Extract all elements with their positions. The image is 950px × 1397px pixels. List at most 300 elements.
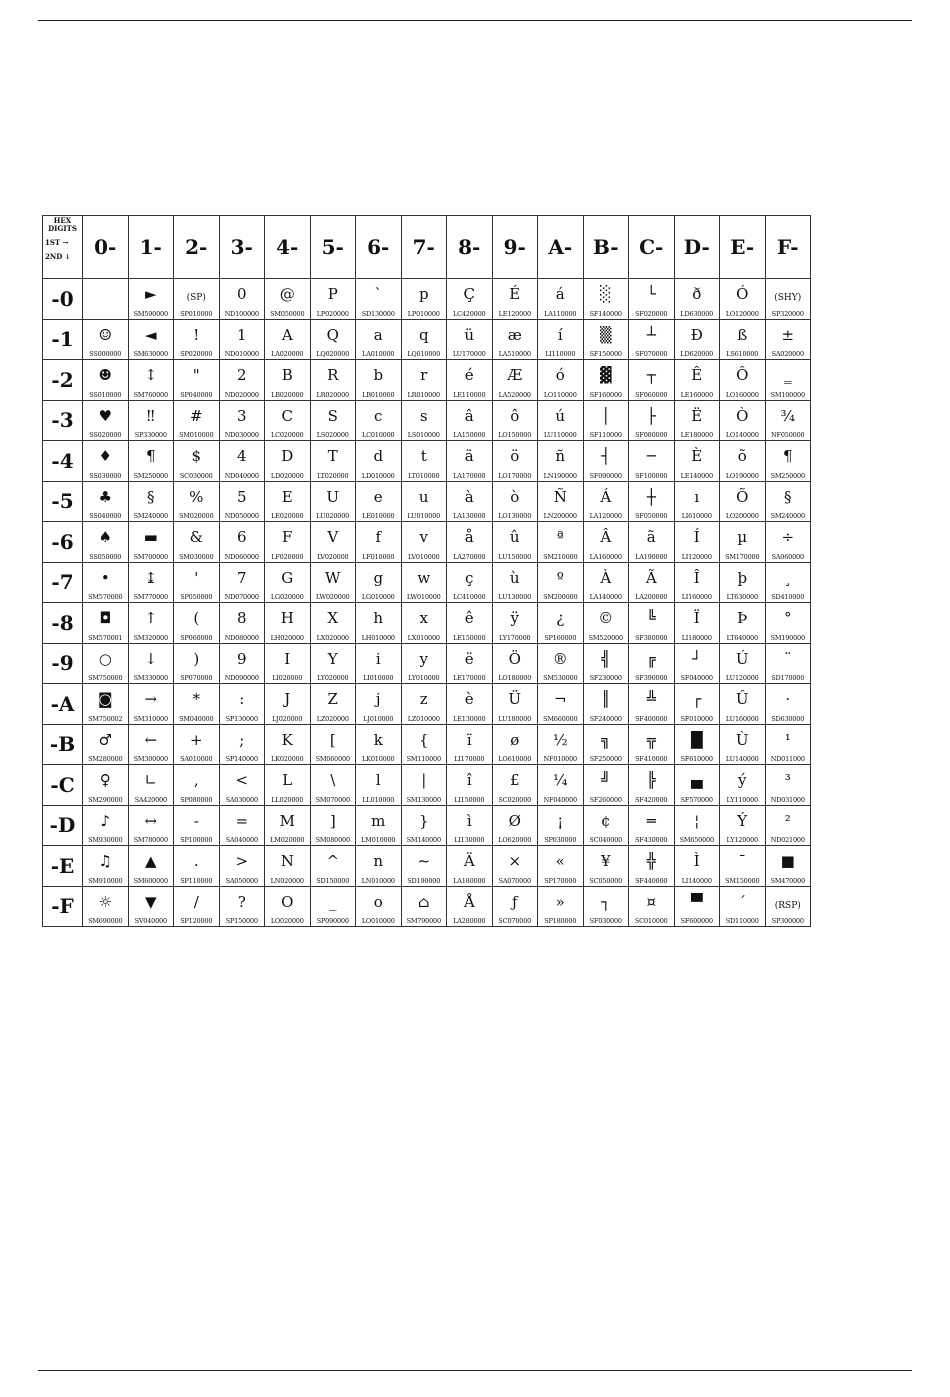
cell-glyph-id: LG010000 [361, 593, 395, 601]
code-cell [128, 805, 174, 846]
cell-glyph: o [373, 892, 383, 911]
cell-glyph-id: LA110000 [544, 309, 577, 318]
column-header: 0- [83, 216, 129, 279]
cell-glyph: ë [464, 649, 474, 668]
cell-glyph-id: ND021000 [770, 836, 805, 844]
cell-glyph: Æ [507, 366, 523, 384]
cell-glyph: ì [466, 811, 472, 830]
cell-glyph-id: SS050000 [89, 552, 122, 561]
column-header-row [43, 216, 811, 279]
code-cell [128, 319, 174, 360]
code-cell [720, 360, 766, 401]
table-row [43, 603, 811, 644]
code-cell [447, 441, 493, 482]
cell-glyph: ! [193, 325, 200, 344]
cell-glyph: " [192, 366, 200, 384]
code-cell [265, 643, 311, 684]
code-cell [674, 562, 720, 603]
code-cell [265, 765, 311, 806]
code-cell [629, 603, 675, 644]
cell-glyph-id: LO020000 [270, 917, 304, 925]
cell-glyph: À [600, 568, 612, 587]
code-cell [720, 886, 766, 927]
cell-glyph: ┼ [646, 487, 656, 506]
cell-glyph: ä [464, 447, 474, 465]
row-header: -2 [43, 360, 83, 401]
cell-glyph: æ [507, 325, 522, 344]
cell-glyph: ╠ [646, 771, 656, 789]
column-header: 2- [174, 216, 220, 279]
row-header: -1 [43, 319, 83, 360]
cell-glyph: ↑ [144, 609, 158, 627]
code-cell [401, 319, 447, 360]
cell-glyph-id: SF420000 [635, 795, 668, 804]
cell-glyph-id: SM570000 [88, 593, 123, 601]
cell-glyph-id: LL010000 [362, 795, 395, 804]
cell-glyph: Ã [645, 568, 657, 587]
code-cell [219, 805, 265, 846]
code-cell [356, 765, 402, 806]
cell-glyph-id: SA420000 [134, 795, 167, 804]
cell-glyph-id: LS610000 [726, 350, 759, 358]
cell-glyph-id: SM570001 [88, 633, 123, 642]
code-cell [538, 846, 584, 887]
cell-glyph-id: SF060000 [635, 390, 668, 399]
code-cell [310, 603, 356, 644]
cell-glyph: Ö [508, 649, 521, 668]
code-cell [128, 400, 174, 441]
cell-glyph: ▲ [144, 852, 157, 870]
cell-glyph: S [327, 406, 338, 425]
cell-glyph-id: SM100000 [770, 390, 805, 399]
cell-glyph: Î [693, 568, 700, 587]
cell-glyph-id: SP320000 [771, 309, 804, 318]
cell-glyph-id: SP130000 [225, 714, 258, 723]
cell-glyph: 5 [236, 487, 247, 506]
cell-glyph: : [239, 690, 245, 708]
row-header: -7 [43, 562, 83, 603]
code-cell [401, 886, 447, 927]
code-cell [447, 846, 493, 887]
cell-glyph-id: SC040000 [589, 836, 623, 844]
cell-glyph: Ç [463, 285, 475, 303]
row-header: -8 [43, 603, 83, 644]
cell-glyph: X [327, 609, 339, 627]
cell-glyph-id: LO140000 [725, 431, 759, 439]
code-cell [219, 643, 265, 684]
cell-glyph: ` [374, 285, 382, 303]
code-cell [219, 400, 265, 441]
column-header: C- [629, 216, 675, 279]
code-cell [492, 724, 538, 765]
cell-glyph-id: LA170000 [453, 471, 486, 480]
cell-glyph: ◙ [97, 690, 113, 708]
code-cell [401, 360, 447, 401]
cell-glyph: ╦ [646, 730, 656, 749]
cell-glyph: Å [463, 892, 475, 911]
cell-glyph: \ [330, 771, 336, 789]
code-cell [538, 319, 584, 360]
cell-glyph: £ [509, 771, 520, 789]
cell-glyph: C [281, 406, 293, 425]
code-cell [720, 805, 766, 846]
cell-glyph-id: ND050000 [224, 512, 259, 520]
cell-glyph: û [509, 528, 520, 546]
code-cell [538, 684, 584, 725]
cell-glyph-id: LO610000 [498, 755, 532, 763]
code-cell [583, 522, 629, 563]
cell-glyph: ─ [646, 447, 656, 465]
cell-glyph: Ì [693, 852, 700, 870]
cell-glyph-id: SF110000 [589, 431, 622, 439]
column-header: B- [583, 216, 629, 279]
code-cell [674, 400, 720, 441]
cell-glyph-id: SP110000 [180, 876, 213, 885]
cell-glyph: µ [737, 528, 748, 546]
cell-glyph: 6 [236, 528, 247, 546]
cell-glyph-id: LP020000 [316, 309, 349, 318]
cell-glyph-id: SM520000 [588, 633, 623, 642]
code-cell [674, 481, 720, 522]
row-header: -E [43, 846, 83, 887]
code-cell [538, 765, 584, 806]
cell-glyph-id: ND060000 [224, 552, 259, 561]
code-cell [629, 279, 675, 320]
cell-glyph: W [325, 568, 341, 587]
code-cell [538, 279, 584, 320]
code-cell [538, 441, 584, 482]
code-cell [174, 805, 220, 846]
code-cell [720, 846, 766, 887]
cell-glyph: G [281, 568, 294, 587]
code-cell [310, 765, 356, 806]
cell-glyph: ╗ [601, 730, 611, 749]
cell-glyph-id: SF090000 [589, 471, 622, 480]
cell-glyph: ♪ [100, 811, 111, 830]
cell-glyph-id: LI130000 [454, 836, 485, 844]
cell-glyph-id: LN190000 [543, 471, 577, 480]
cell-glyph: ↕ [144, 366, 158, 384]
code-cell [83, 360, 129, 401]
hex-digits-label: HEX DIGITS [48, 216, 77, 233]
code-cell [128, 846, 174, 887]
code-cell [492, 805, 538, 846]
code-cell [629, 522, 675, 563]
cell-glyph-id: LK020000 [271, 755, 304, 763]
cell-glyph: w [417, 568, 431, 587]
code-cell [765, 522, 811, 563]
code-cell [128, 360, 174, 401]
code-cell [174, 603, 220, 644]
cell-glyph: & [189, 528, 203, 546]
code-cell [128, 522, 174, 563]
cell-glyph: + [189, 730, 203, 749]
cell-glyph: Þ [737, 609, 748, 627]
cell-glyph: ù [509, 568, 520, 587]
cell-glyph-id: LU180000 [498, 714, 532, 723]
cell-glyph-id: ND020000 [224, 390, 259, 399]
cell-glyph-id: SP140000 [225, 755, 258, 763]
code-cell [310, 481, 356, 522]
cell-glyph-id: SC050000 [589, 876, 623, 885]
cell-glyph-id: LA180000 [453, 876, 486, 885]
code-cell [219, 562, 265, 603]
cell-glyph: ÷ [781, 528, 795, 546]
code-cell [265, 400, 311, 441]
code-cell [83, 441, 129, 482]
code-cell [447, 684, 493, 725]
cell-glyph: ¢ [600, 811, 611, 830]
cell-glyph-id: SF390000 [635, 674, 668, 682]
cell-glyph: ╔ [646, 649, 656, 668]
cell-glyph: ß [737, 325, 748, 344]
table-row [43, 724, 811, 765]
cell-glyph-id: LA150000 [453, 431, 486, 439]
cell-glyph: ♦ [98, 447, 112, 465]
code-cell [629, 400, 675, 441]
cell-glyph: ▄ [690, 771, 703, 789]
cell-glyph-id: SM280000 [88, 755, 123, 763]
cell-glyph: ♀ [99, 771, 111, 789]
code-page-body [43, 279, 811, 927]
code-cell [219, 765, 265, 806]
table-row [43, 562, 811, 603]
cell-glyph: • [100, 568, 110, 587]
code-cell [128, 481, 174, 522]
cell-glyph-id: SM750000 [88, 674, 123, 682]
cell-glyph: B [281, 366, 293, 384]
cell-glyph-id: SD150000 [316, 876, 350, 885]
cell-glyph: l [375, 771, 381, 789]
cell-glyph-id: SF070000 [635, 350, 668, 358]
cell-glyph: ■ [780, 852, 795, 870]
cell-glyph-id: SA050000 [225, 876, 258, 885]
column-header: 5- [310, 216, 356, 279]
cell-glyph-id: SP030000 [544, 836, 577, 844]
cell-glyph-id: LO130000 [498, 512, 532, 520]
cell-glyph: [ [329, 730, 336, 749]
cell-glyph: ♣ [98, 487, 112, 506]
code-cell [765, 279, 811, 320]
code-cell [401, 400, 447, 441]
cell-glyph-id: SM790000 [406, 917, 441, 925]
code-cell [174, 400, 220, 441]
cell-glyph: h [373, 609, 384, 627]
cell-glyph: Ó [736, 285, 749, 303]
cell-glyph: é [464, 366, 474, 384]
cell-glyph-id: LA200000 [635, 593, 668, 601]
code-cell [310, 643, 356, 684]
column-header: 4- [265, 216, 311, 279]
first-digit-label: 1ST → [45, 238, 69, 247]
cell-glyph-id: SM930000 [88, 836, 123, 844]
cell-glyph-id: LA120000 [589, 512, 622, 520]
code-cell [447, 481, 493, 522]
cell-glyph-id: SM240000 [133, 512, 168, 520]
cell-glyph-id: LA140000 [589, 593, 622, 601]
code-cell [765, 643, 811, 684]
code-cell [492, 400, 538, 441]
code-cell [720, 724, 766, 765]
code-cell [83, 684, 129, 725]
cell-glyph: ┐ [601, 892, 611, 911]
code-cell [265, 805, 311, 846]
cell-glyph: ] [329, 811, 336, 830]
cell-glyph: ╚ [646, 609, 656, 627]
cell-glyph: Ñ [553, 487, 567, 506]
cell-glyph-id: LO110000 [543, 390, 577, 399]
cell-glyph: ← [144, 730, 158, 749]
cell-glyph-id: LS020000 [316, 431, 349, 439]
cell-glyph: ( [193, 609, 200, 627]
cell-glyph-id: ND100000 [224, 309, 259, 318]
cell-glyph: ♫ [98, 852, 112, 870]
code-cell [356, 400, 402, 441]
cell-glyph: (RSP) [774, 900, 801, 911]
cell-glyph-id: SM080000 [315, 836, 350, 844]
code-cell [128, 562, 174, 603]
cell-glyph: ┌ [692, 690, 702, 708]
cell-glyph: ░ [599, 285, 612, 303]
cell-glyph: ▼ [144, 892, 157, 911]
cell-glyph-id: LT010000 [408, 471, 440, 480]
code-cell [583, 765, 629, 806]
code-cell [128, 643, 174, 684]
cell-glyph-id: SF610000 [680, 755, 713, 763]
code-cell [765, 319, 811, 360]
cell-glyph-id: SM310000 [133, 714, 168, 723]
cell-glyph-id: LT640000 [726, 633, 758, 642]
code-cell [265, 562, 311, 603]
code-cell [447, 279, 493, 320]
cell-glyph: F [282, 528, 293, 546]
cell-glyph-id: SF160000 [589, 390, 622, 399]
cell-glyph-id: SF600000 [680, 917, 713, 925]
cell-glyph-id: SM590000 [133, 309, 168, 318]
code-cell [83, 481, 129, 522]
code-cell [356, 643, 402, 684]
code-cell [356, 724, 402, 765]
cell-glyph: > [235, 852, 249, 870]
cell-glyph: O [281, 892, 294, 911]
code-cell [538, 724, 584, 765]
code-cell [629, 441, 675, 482]
code-cell [447, 765, 493, 806]
code-cell [492, 279, 538, 320]
cell-glyph-id: ND080000 [224, 633, 259, 642]
cell-glyph: v [419, 528, 428, 546]
table-row [43, 400, 811, 441]
code-cell [765, 441, 811, 482]
cell-glyph: ð [692, 285, 702, 303]
code-cell [310, 360, 356, 401]
cell-glyph-id: SM770000 [133, 593, 168, 601]
code-cell [356, 441, 402, 482]
code-cell [356, 846, 402, 887]
cell-glyph-id: SM600000 [133, 876, 168, 885]
cell-glyph-id: LE120000 [498, 309, 531, 318]
table-row [43, 684, 811, 725]
cell-glyph: Ý [737, 811, 748, 830]
table-row [43, 765, 811, 806]
cell-glyph: ï [466, 730, 472, 749]
cell-glyph-id: LI150000 [454, 795, 485, 804]
cell-glyph-id: LT020000 [317, 471, 349, 480]
code-cell [219, 846, 265, 887]
code-cell [219, 522, 265, 563]
cell-glyph-id: SP100000 [180, 836, 213, 844]
cell-glyph-id: SM240000 [770, 512, 805, 520]
code-cell [401, 603, 447, 644]
code-cell [765, 765, 811, 806]
cell-glyph-id: SM010000 [179, 431, 214, 439]
cell-glyph-id: LC410000 [452, 593, 486, 601]
cell-glyph-id: LU140000 [725, 755, 759, 763]
cell-glyph-id: SS010000 [89, 390, 122, 399]
cell-glyph-id: LU150000 [498, 552, 532, 561]
cell-glyph-id: NF010000 [543, 755, 577, 763]
code-cell [310, 724, 356, 765]
cell-glyph: p [418, 285, 429, 303]
code-cell [219, 319, 265, 360]
cell-glyph: ñ [555, 447, 566, 465]
cell-glyph-id: LI140000 [681, 876, 712, 885]
cell-glyph-id: LE160000 [680, 390, 713, 399]
cell-glyph: 2 [236, 366, 247, 384]
code-cell [629, 481, 675, 522]
table-row [43, 481, 811, 522]
cell-glyph-id: ND011000 [770, 755, 805, 763]
code-cell [128, 279, 174, 320]
cell-glyph-id: LV020000 [317, 552, 349, 561]
cell-glyph: ¡ [557, 811, 564, 830]
code-cell [583, 805, 629, 846]
cell-glyph: I [284, 649, 291, 668]
cell-glyph-id: LM010000 [361, 836, 396, 844]
code-cell [629, 643, 675, 684]
cell-glyph-id: SM530000 [543, 674, 578, 682]
cell-glyph-id: ND040000 [224, 471, 259, 480]
code-cell [219, 360, 265, 401]
cell-glyph: L [282, 771, 293, 789]
cell-glyph-id: SD630000 [771, 714, 805, 723]
cell-glyph-id: LU170000 [452, 350, 486, 358]
cell-glyph-id: SF380000 [635, 633, 668, 642]
cell-glyph: å [464, 528, 474, 546]
cell-glyph-id: LQ020000 [316, 350, 350, 358]
code-cell [83, 279, 129, 320]
cell-glyph: i [375, 649, 381, 668]
cell-glyph-id: SM140000 [406, 836, 441, 844]
code-cell [674, 724, 720, 765]
cell-glyph-id: LD020000 [270, 471, 304, 480]
cell-glyph-id: LI160000 [681, 593, 712, 601]
code-cell [629, 765, 675, 806]
cell-glyph: Õ [736, 487, 749, 506]
cell-glyph-id: LY170000 [499, 633, 531, 642]
cell-glyph: ► [144, 285, 157, 303]
cell-glyph: 1 [236, 325, 247, 344]
cell-glyph: Q [326, 325, 339, 344]
cell-glyph: Ú [735, 649, 749, 668]
code-cell [674, 603, 720, 644]
code-cell [538, 805, 584, 846]
cell-glyph-id: LA270000 [453, 552, 486, 561]
code-cell [83, 765, 129, 806]
cell-glyph: ├ [646, 406, 656, 425]
row-header: -6 [43, 522, 83, 563]
code-cell [219, 886, 265, 927]
